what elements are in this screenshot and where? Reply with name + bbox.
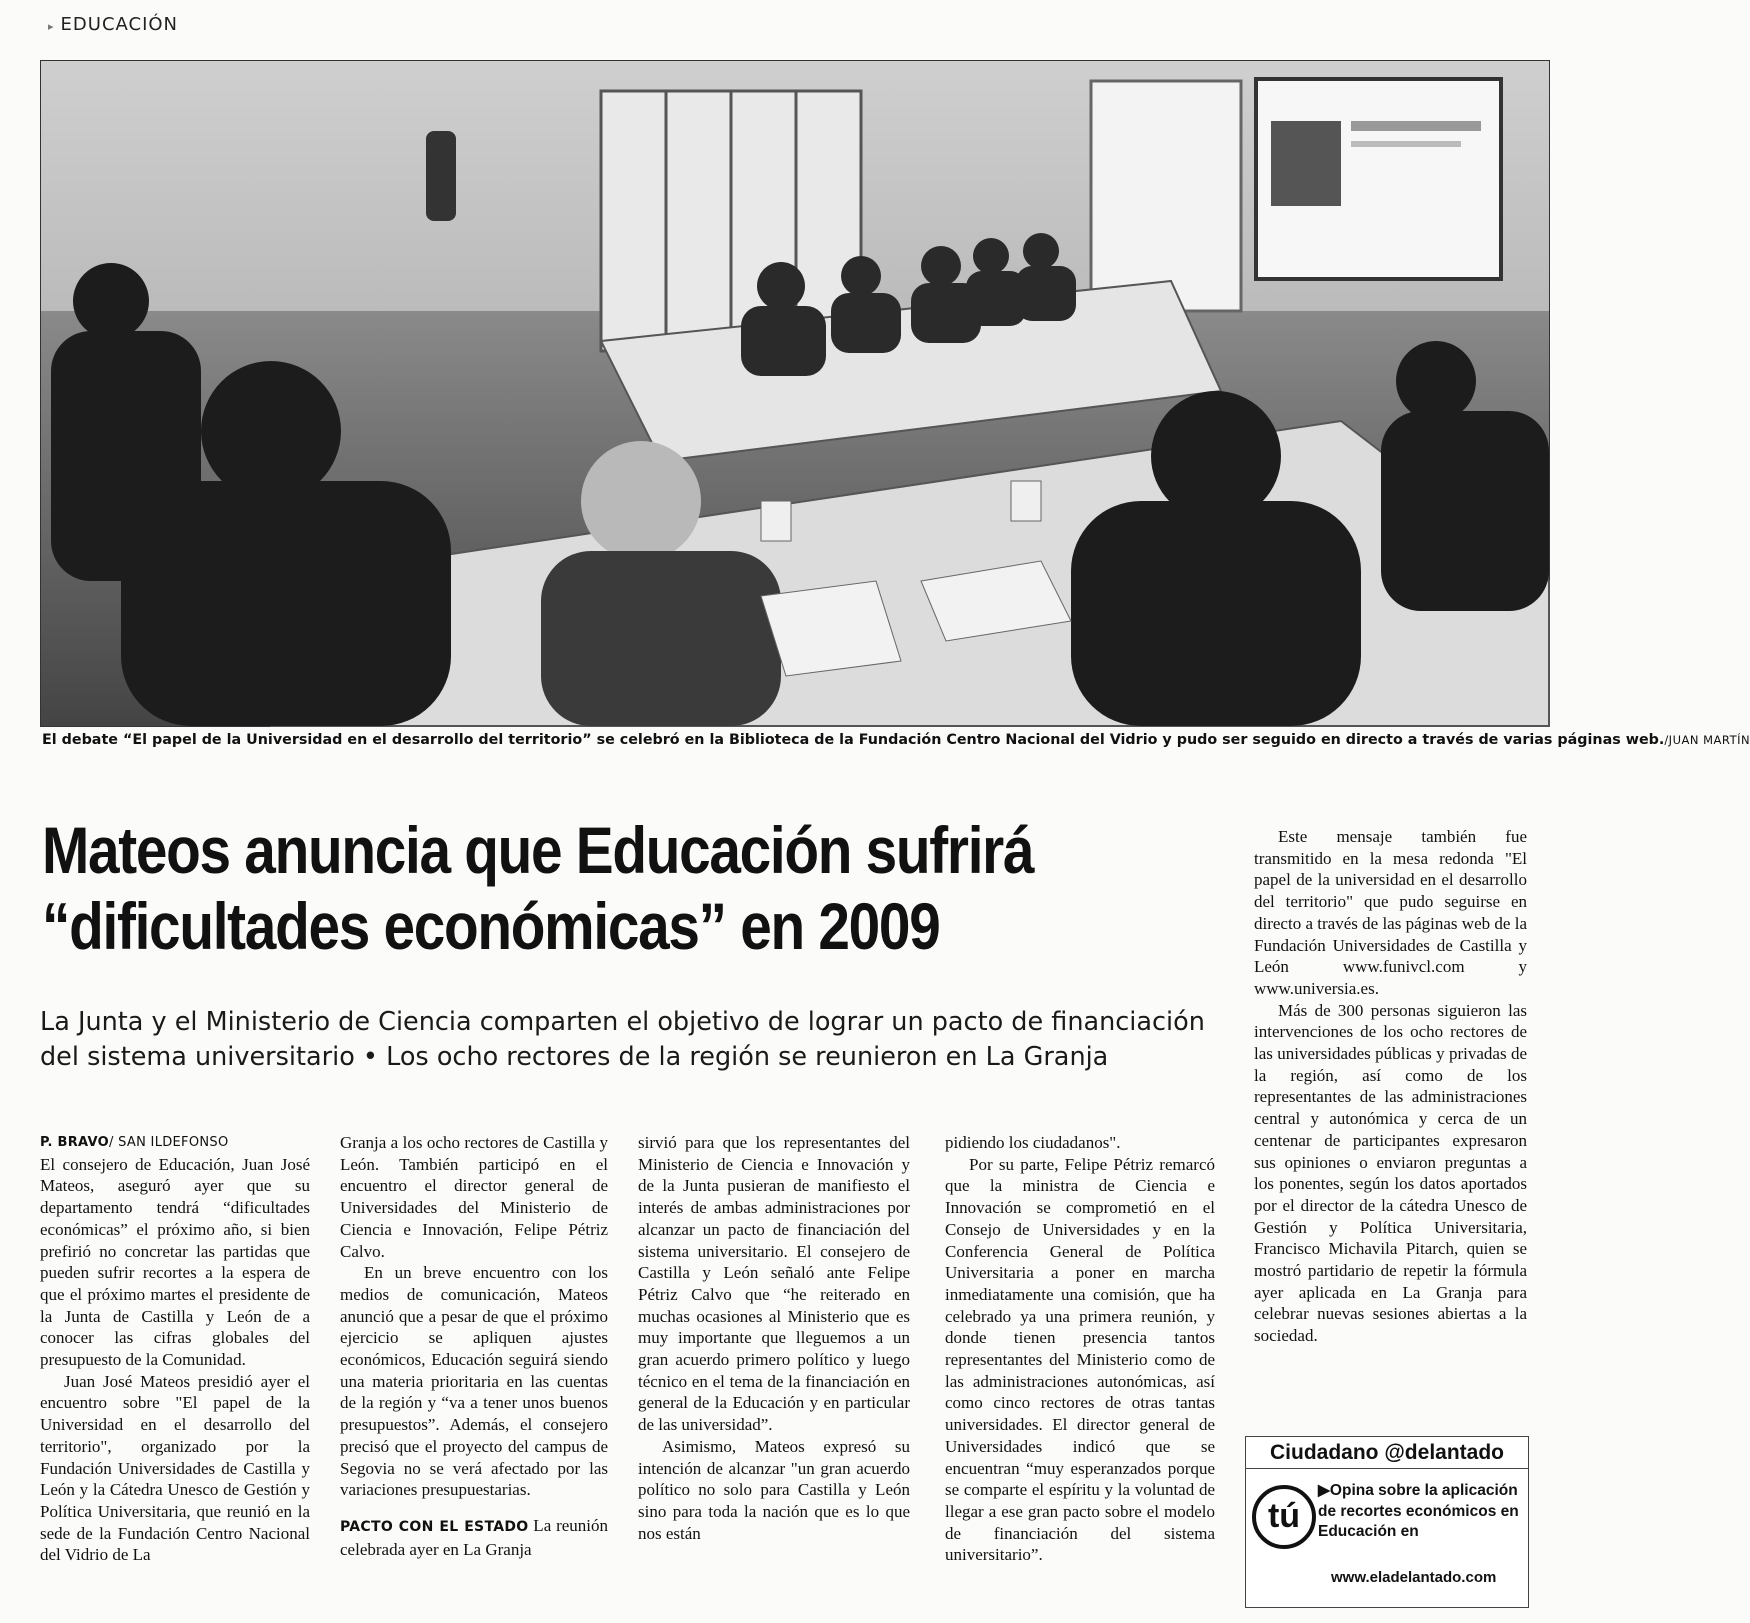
article-column-1: [40, 1132, 310, 1566]
headline-line-1: Mateos anuncia que Educación sufrirá: [42, 813, 1034, 887]
article-column-2: [340, 1132, 608, 1560]
article-column-5: [1254, 826, 1527, 1347]
promo-title: Ciudadano @delantado: [1246, 1437, 1528, 1469]
paragraph: El consejero de Educación, Juan José Mateos, aseguró ayer que su departamento tendrá “dificultades económicas” el próximo año, si bien prefirió no concretar las partidas que pueden sufrir recortes a la espera de que el próximo martes el presidente de la Junta de Castilla y León de a conocer las cifras globales del presupuesto de la Comunidad.: [40, 1154, 310, 1370]
section-runin-heading: PACTO CON EL ESTADO: [340, 1518, 529, 1535]
paragraph: Más de 300 personas siguieron las intervenciones de los ocho rectores de las universidades públicas y privadas de la región, así como de los representantes de las administraciones central y autonómica y cerca de un centenar de participantes expresaron sus opiniones o enviaron preguntas a los ponentes, según los datos aportados por el director de la cátedra Unesco de Gestión y Política Universitaria, Francisco Michavila Pitarch, quien se mostró partidario de repetir la fórmula ayer aplicada en La Granja para celebrar nuevas sesiones abiertas a la sociedad.: [1254, 1000, 1527, 1346]
paragraph: En un breve encuentro con los medios de comunicación, Mateos anunció que a pesar de que el próximo ejercicio se apliquen ajustes económicos, Educación seguirá siendo una materia prioritaria en las cuentas de la región y “va a tener unos buenos presupuestos”. Además, el consejero precisó que el proyecto del campus de Segovia no se verá afectado por las variaciones presupuestarias.: [340, 1263, 608, 1500]
promo-url-link[interactable]: www.eladelantado.com: [1331, 1569, 1497, 1586]
news-photo: [40, 60, 1550, 727]
byline-author: P. BRAVO: [40, 1135, 109, 1150]
article-column-4: [945, 1132, 1215, 1566]
caption-text: El debate “El papel de la Universidad en el desarrollo del territorio” se celebró en la Biblioteca de la Fundación Centro Nacional del Vidrio y pudo ser seguido en directo a través de varias páginas web.: [42, 732, 1665, 748]
byline-place: / SAN ILDEFONSO: [109, 1135, 229, 1150]
section-marker-icon: ▸: [48, 20, 55, 33]
article-column-3: [638, 1132, 910, 1544]
headline-line-2: “dificultades económicas” en 2009: [42, 889, 940, 963]
reader-opinion-box: [1245, 1436, 1529, 1608]
headline: [42, 812, 1108, 964]
tu-logo-icon: tú: [1252, 1485, 1316, 1549]
subheadline: La Junta y el Ministerio de Ciencia comparten el objetivo de lograr un pacto de financiación del sistema universitario • Los ocho rectores de la región se reunieron en La Granja: [40, 1007, 1205, 1072]
photo-credit: /JUAN MARTÍN: [1664, 733, 1750, 747]
paragraph: Por su parte, Felipe Pétriz remarcó que la ministra de Ciencia e Innovación se comprometió en el Consejo de Universidades y en la Conferencia General de Política Universitaria a poner en marcha inmediatamente una comisión, que ha celebrado ya una primera reunión, y donde tienen presencia tantos representantes del Ministerio como de las administraciones autonómicas, así como cinco rectores de otras tantas universidades. El director general de Universidades indicó que se encuentran “muy esperanzados porque se comparte el espíritu y la voluntad de llegar a ese gran pacto sobre el modelo de financiación del sistema universitario”.: [945, 1154, 1215, 1565]
paragraph-with-runin: [340, 1515, 608, 1560]
paragraph: Este mensaje también fue transmitido en la mesa redonda "El papel de la universidad en el desarrollo del territorio" que pudo seguirse en directo a través de las páginas web de la Fundación Universidades de Castilla y León www.funivcl.com y www.universia.es.: [1254, 827, 1527, 998]
paragraph: pidiendo los ciudadanos".: [945, 1133, 1121, 1152]
paragraph-text: La reunión celebrada ayer en La Granja: [340, 1515, 609, 1559]
promo-text: ▶Opina sobre la aplicación de recortes económicos en Educación en: [1318, 1482, 1519, 1540]
paragraph: Asimismo, Mateos expresó su intención de alcanzar "un gran acuerdo político no solo para Castilla y León sino para toda la nación que es lo que nos están: [638, 1436, 910, 1543]
byline: [40, 1132, 310, 1154]
paragraph: Juan José Mateos presidió ayer el encuentro sobre "El papel de la Universidad en el desarrollo del territorio", organizado por la Fundación Universidades de Castilla y León y la Cátedra Unesco de Gestión y Política Universitaria, que reunió en la sede de la Fundación Centro Nacional del Vidrio de La: [40, 1371, 310, 1565]
photo-caption: [42, 732, 1750, 748]
paragraph: Granja a los ocho rectores de Castilla y León. También participó en el encuentro el director general de Universidades del Ministerio de Ciencia e Innovación, Felipe Pétriz Calvo.: [340, 1133, 608, 1261]
section-label: EDUCACIÓN: [60, 14, 179, 35]
meeting-photo-illustration: [41, 61, 1549, 726]
section-tag: [48, 14, 178, 35]
paragraph: sirvió para que los representantes del Ministerio de Ciencia e Innovación y de la Junta pusieran de manifiesto el interés de ambas administraciones por alcanzar un pacto de financiación del sistema universitario. El consejero de Castilla y León señaló ante Felipe Pétriz Calvo que “he reiterado en muchas ocasiones al Ministerio que es muy importante que lleguemos a un gran acuerdo primero político y luego técnico en el tema de la financiación en general de la Educación y en particular de las universidad”.: [638, 1133, 910, 1435]
